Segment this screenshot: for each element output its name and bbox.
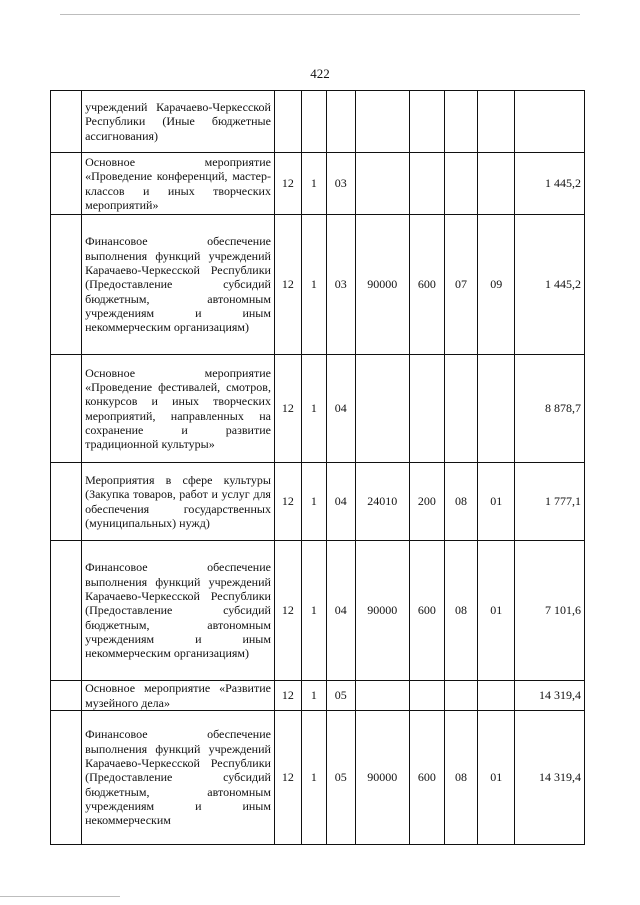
scan-artifact-bottom: [0, 896, 120, 897]
subprogram-code-cell: 1: [301, 711, 326, 845]
subprogram-code-cell: 1: [301, 541, 326, 681]
row-name-cell: Финансовое обеспечение выполнения функций учреждений Карачаево-Черкесской Республики (Предоставление субсидий бюджетным, автономным учреждениям и иным некоммерческим организациям): [82, 541, 275, 681]
program-code-cell: 12: [274, 215, 301, 355]
section-code-cell: [444, 355, 477, 463]
budget-table-body: [51, 91, 585, 845]
subsection-code-cell: 01: [478, 711, 515, 845]
direction-code-cell: [355, 153, 409, 215]
row-index-cell: [51, 681, 82, 711]
subsection-code-cell: [478, 355, 515, 463]
amount-cell: 1 445,2: [515, 215, 585, 355]
table-row: [51, 355, 585, 463]
row-name-cell: Основное мероприятие «Развитие музейного дела»: [82, 681, 275, 711]
direction-code-cell: [355, 681, 409, 711]
row-name-cell: Основное мероприятие «Проведение конференций, мастер-классов и иных творческих мероприятий»: [82, 153, 275, 215]
table-row: [51, 91, 585, 153]
amount-cell: 14 319,4: [515, 711, 585, 845]
direction-code-cell: 90000: [355, 541, 409, 681]
row-index-cell: [51, 215, 82, 355]
direction-code-cell: [355, 91, 409, 153]
subsection-code-cell: 01: [478, 463, 515, 541]
direction-code-cell: 90000: [355, 711, 409, 845]
table-row: [51, 711, 585, 845]
measure-code-cell: 04: [326, 463, 355, 541]
scan-artifact-top: [60, 14, 580, 15]
table-row: [51, 463, 585, 541]
measure-code-cell: 04: [326, 541, 355, 681]
row-index-cell: [51, 91, 82, 153]
program-code-cell: 12: [274, 355, 301, 463]
program-code-cell: 12: [274, 153, 301, 215]
expense-type-cell: 200: [409, 463, 444, 541]
subsection-code-cell: [478, 681, 515, 711]
row-index-cell: [51, 541, 82, 681]
subprogram-code-cell: 1: [301, 681, 326, 711]
program-code-cell: 12: [274, 681, 301, 711]
expense-type-cell: 600: [409, 711, 444, 845]
expense-type-cell: [409, 355, 444, 463]
subsection-code-cell: 09: [478, 215, 515, 355]
budget-table: [50, 90, 585, 845]
table-row: [51, 215, 585, 355]
amount-cell: 1 445,2: [515, 153, 585, 215]
direction-code-cell: [355, 355, 409, 463]
direction-code-cell: 90000: [355, 215, 409, 355]
subsection-code-cell: [478, 91, 515, 153]
measure-code-cell: 05: [326, 681, 355, 711]
measure-code-cell: 03: [326, 215, 355, 355]
measure-code-cell: [326, 91, 355, 153]
amount-cell: 8 878,7: [515, 355, 585, 463]
row-name-cell: Финансовое обеспечение выполнения функций учреждений Карачаево-Черкесской Республики (Предоставление субсидий бюджетным, автономным учреждениям и иным некоммерческим: [82, 711, 275, 845]
table-row: [51, 541, 585, 681]
section-code-cell: 08: [444, 463, 477, 541]
expense-type-cell: [409, 153, 444, 215]
program-code-cell: 12: [274, 711, 301, 845]
subprogram-code-cell: 1: [301, 355, 326, 463]
row-index-cell: [51, 153, 82, 215]
measure-code-cell: 03: [326, 153, 355, 215]
section-code-cell: [444, 91, 477, 153]
row-name-cell: Основное мероприятие «Проведение фестивалей, смотров, конкурсов и иных творческих мероприятий, направленных на сохранение и развитие традиционной культуры»: [82, 355, 275, 463]
page-number: 422: [310, 66, 330, 81]
direction-code-cell: 24010: [355, 463, 409, 541]
measure-code-cell: 04: [326, 355, 355, 463]
subsection-code-cell: 01: [478, 541, 515, 681]
subprogram-code-cell: 1: [301, 153, 326, 215]
expense-type-cell: 600: [409, 215, 444, 355]
expense-type-cell: [409, 91, 444, 153]
row-index-cell: [51, 463, 82, 541]
section-code-cell: [444, 153, 477, 215]
section-code-cell: [444, 681, 477, 711]
subprogram-code-cell: 1: [301, 463, 326, 541]
amount-cell: 7 101,6: [515, 541, 585, 681]
subsection-code-cell: [478, 153, 515, 215]
amount-cell: 1 777,1: [515, 463, 585, 541]
amount-cell: [515, 91, 585, 153]
section-code-cell: 08: [444, 541, 477, 681]
expense-type-cell: 600: [409, 541, 444, 681]
measure-code-cell: 05: [326, 711, 355, 845]
section-code-cell: 08: [444, 711, 477, 845]
row-name-cell: учреждений Карачаево-Черкесской Республики (Иные бюджетные ассигнования): [82, 91, 275, 153]
row-index-cell: [51, 711, 82, 845]
row-name-cell: Мероприятия в сфере культуры (Закупка товаров, работ и услуг для обеспечения государственных (муниципальных) нужд): [82, 463, 275, 541]
table-row: [51, 681, 585, 711]
program-code-cell: 12: [274, 463, 301, 541]
subprogram-code-cell: [301, 91, 326, 153]
section-code-cell: 07: [444, 215, 477, 355]
row-index-cell: [51, 355, 82, 463]
table-row: [51, 153, 585, 215]
program-code-cell: 12: [274, 541, 301, 681]
program-code-cell: [274, 91, 301, 153]
expense-type-cell: [409, 681, 444, 711]
amount-cell: 14 319,4: [515, 681, 585, 711]
subprogram-code-cell: 1: [301, 215, 326, 355]
row-name-cell: Финансовое обеспечение выполнения функций учреждений Карачаево-Черкесской Республики (Предоставление субсидий бюджетным, автономным учреждениям и иным некоммерческим организациям): [82, 215, 275, 355]
